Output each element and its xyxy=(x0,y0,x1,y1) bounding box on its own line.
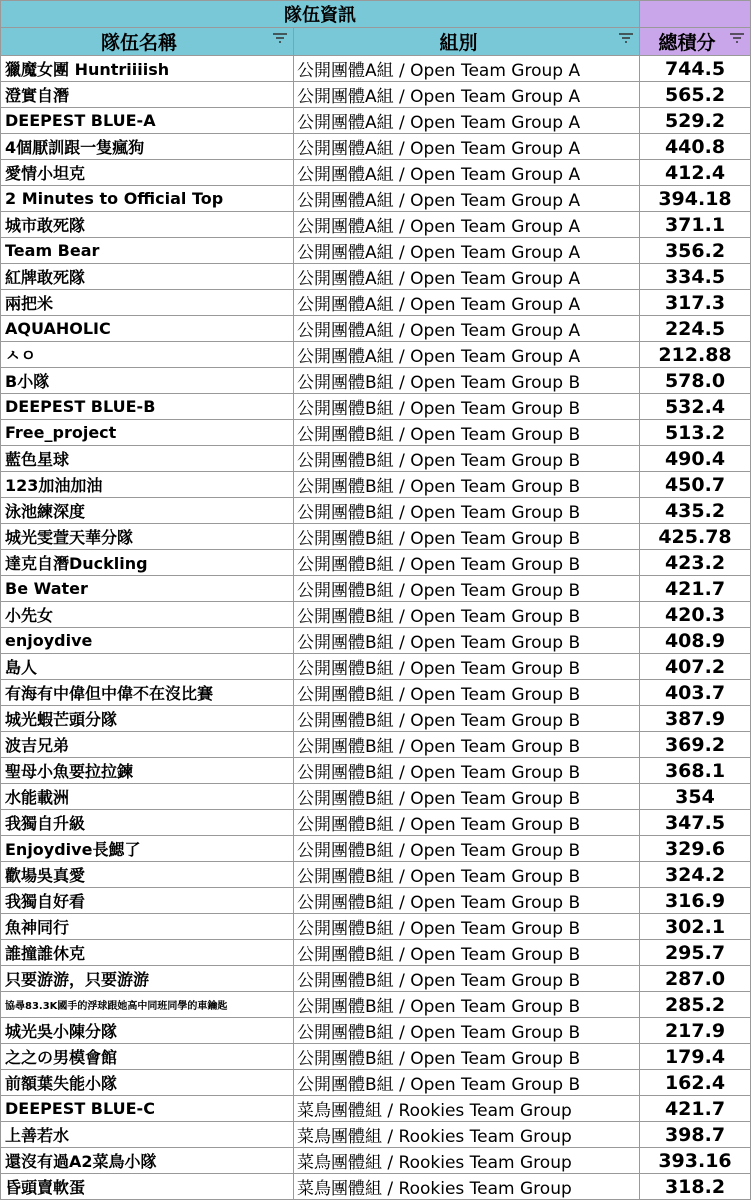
table-row xyxy=(1,1148,751,1174)
total-score-cell[interactable]: 421.7 xyxy=(640,1096,751,1122)
team-name-cell[interactable]: 達克自潛Duckling xyxy=(1,550,294,576)
table-row xyxy=(1,810,751,836)
total-score-cell[interactable]: 565.2 xyxy=(640,82,751,108)
total-score-cell[interactable]: 403.7 xyxy=(640,680,751,706)
total-score-cell[interactable]: 354 xyxy=(640,784,751,810)
group-cell[interactable]: 公開團體B組 / Open Team Group B xyxy=(294,368,640,394)
group-header-label: 組別 xyxy=(439,32,478,54)
group-cell[interactable]: 菜鳥團體組 / Rookies Team Group xyxy=(294,1122,640,1148)
group-cell[interactable]: 公開團體A組 / Open Team Group A xyxy=(294,56,640,82)
total-score-cell[interactable]: 513.2 xyxy=(640,420,751,446)
total-score-cell[interactable]: 329.6 xyxy=(640,836,751,862)
team-name-cell[interactable]: 城光吳小陳分隊 xyxy=(1,1018,294,1044)
group-cell[interactable]: 菜鳥團體組 / Rookies Team Group xyxy=(294,1174,640,1200)
team-name-cell[interactable]: 123加油加油 xyxy=(1,472,294,498)
group-cell[interactable]: 公開團體A組 / Open Team Group A xyxy=(294,264,640,290)
table-row xyxy=(1,940,751,966)
total-score-cell[interactable]: 316.9 xyxy=(640,888,751,914)
group-cell[interactable]: 公開團體B組 / Open Team Group B xyxy=(294,992,640,1018)
group-cell[interactable]: 公開團體B組 / Open Team Group B xyxy=(294,498,640,524)
team-name-cell[interactable]: 水能載洲 xyxy=(1,784,294,810)
total-score-cell[interactable]: 287.0 xyxy=(640,966,751,992)
total-score-header-label: 總積分 xyxy=(658,32,716,54)
team-name-cell[interactable]: Be Water xyxy=(1,576,294,602)
group-cell[interactable]: 公開團體B組 / Open Team Group B xyxy=(294,550,640,576)
table-row xyxy=(1,1070,751,1096)
team-name-cell[interactable]: 兩把米 xyxy=(1,290,294,316)
table-row xyxy=(1,862,751,888)
team-name-cell[interactable]: 澄實自潛 xyxy=(1,82,294,108)
table-row xyxy=(1,160,751,186)
team-name-cell[interactable]: 城市敢死隊 xyxy=(1,212,294,238)
team-name-cell[interactable]: 我獨自升級 xyxy=(1,810,294,836)
total-score-cell[interactable]: 440.8 xyxy=(640,134,751,160)
group-cell[interactable]: 公開團體B組 / Open Team Group B xyxy=(294,836,640,862)
team-name-cell[interactable]: 獵魔女團 Huntriiiish xyxy=(1,56,294,82)
team-name-cell[interactable]: Team Bear xyxy=(1,238,294,264)
group-cell[interactable]: 公開團體B組 / Open Team Group B xyxy=(294,1070,640,1096)
group-cell[interactable]: 公開團體B組 / Open Team Group B xyxy=(294,628,640,654)
team-name-cell[interactable]: enjoydive xyxy=(1,628,294,654)
team-name-cell[interactable]: Enjoydive長鰓了 xyxy=(1,836,294,862)
total-score-cell[interactable]: 393.16 xyxy=(640,1148,751,1174)
team-name-cell[interactable]: 協尋83.3K國手的浮球跟她高中同班同學的車鑰匙 xyxy=(1,992,294,1018)
team-name-cell[interactable]: 城光蝦芒頭分隊 xyxy=(1,706,294,732)
group-cell[interactable]: 公開團體B組 / Open Team Group B xyxy=(294,446,640,472)
group-cell[interactable]: 公開團體A組 / Open Team Group A xyxy=(294,186,640,212)
table-row xyxy=(1,966,751,992)
total-score-cell[interactable]: 408.9 xyxy=(640,628,751,654)
total-score-header[interactable] xyxy=(640,28,751,56)
total-score-cell[interactable]: 295.7 xyxy=(640,940,751,966)
total-score-cell[interactable]: 217.9 xyxy=(640,1018,751,1044)
group-cell[interactable]: 公開團體B組 / Open Team Group B xyxy=(294,680,640,706)
table-row xyxy=(1,602,751,628)
total-score-cell[interactable]: 334.5 xyxy=(640,264,751,290)
table-row xyxy=(1,56,751,82)
group-cell[interactable]: 公開團體B組 / Open Team Group B xyxy=(294,1044,640,1070)
table-row xyxy=(1,1122,751,1148)
table-row xyxy=(1,1174,751,1200)
total-score-cell[interactable]: 162.4 xyxy=(640,1070,751,1096)
total-score-cell[interactable]: 421.7 xyxy=(640,576,751,602)
total-score-cell[interactable]: 490.4 xyxy=(640,446,751,472)
group-cell[interactable]: 公開團體A組 / Open Team Group A xyxy=(294,238,640,264)
group-cell[interactable]: 公開團體B組 / Open Team Group B xyxy=(294,888,640,914)
table-row xyxy=(1,732,751,758)
total-score-cell[interactable]: 420.3 xyxy=(640,602,751,628)
group-cell[interactable]: 公開團體A組 / Open Team Group A xyxy=(294,160,640,186)
table-row xyxy=(1,446,751,472)
group-cell[interactable]: 公開團體B組 / Open Team Group B xyxy=(294,576,640,602)
group-cell[interactable]: 公開團體B組 / Open Team Group B xyxy=(294,914,640,940)
group-cell[interactable]: 公開團體A組 / Open Team Group A xyxy=(294,342,640,368)
group-cell[interactable]: 公開團體B組 / Open Team Group B xyxy=(294,732,640,758)
table-row xyxy=(1,420,751,446)
total-score-cell[interactable]: 285.2 xyxy=(640,992,751,1018)
table-row xyxy=(1,758,751,784)
header-row xyxy=(1,28,751,56)
table-row xyxy=(1,680,751,706)
group-cell[interactable]: 公開團體A組 / Open Team Group A xyxy=(294,212,640,238)
total-score-cell[interactable]: 407.2 xyxy=(640,654,751,680)
table-row xyxy=(1,576,751,602)
table-row xyxy=(1,238,751,264)
team-name-cell[interactable]: 2 Minutes to Official Top xyxy=(1,186,294,212)
group-cell[interactable]: 公開團體A組 / Open Team Group A xyxy=(294,316,640,342)
table-row xyxy=(1,498,751,524)
team-name-cell[interactable]: 紅牌敢死隊 xyxy=(1,264,294,290)
table-row xyxy=(1,1018,751,1044)
team-name-cell[interactable]: 誰撞誰休克 xyxy=(1,940,294,966)
group-cell[interactable]: 公開團體B組 / Open Team Group B xyxy=(294,654,640,680)
table-row xyxy=(1,1096,751,1122)
total-score-cell[interactable]: 578.0 xyxy=(640,368,751,394)
group-cell[interactable]: 菜鳥團體組 / Rookies Team Group xyxy=(294,1096,640,1122)
team-name-cell[interactable]: 小先女 xyxy=(1,602,294,628)
table-row xyxy=(1,290,751,316)
total-score-cell[interactable]: 398.7 xyxy=(640,1122,751,1148)
group-cell[interactable]: 公開團體B組 / Open Team Group B xyxy=(294,940,640,966)
total-score-cell[interactable]: 369.2 xyxy=(640,732,751,758)
group-cell[interactable]: 公開團體B組 / Open Team Group B xyxy=(294,472,640,498)
table-row xyxy=(1,784,751,810)
team-name-header-label: 隊伍名稱 xyxy=(100,32,177,54)
total-score-cell[interactable]: 318.2 xyxy=(640,1174,751,1200)
team-name-cell[interactable]: DEEPEST BLUE-B xyxy=(1,394,294,420)
total-score-cell[interactable]: 179.4 xyxy=(640,1044,751,1070)
team-name-header[interactable] xyxy=(1,28,294,56)
team-name-cell[interactable]: 島人 xyxy=(1,654,294,680)
total-score-cell[interactable]: 423.2 xyxy=(640,550,751,576)
group-cell[interactable]: 菜鳥團體組 / Rookies Team Group xyxy=(294,1148,640,1174)
group-cell[interactable]: 公開團體A組 / Open Team Group A xyxy=(294,108,640,134)
group-cell[interactable]: 公開團體B組 / Open Team Group B xyxy=(294,602,640,628)
filter-icon[interactable] xyxy=(273,33,287,45)
filter-icon[interactable] xyxy=(619,33,633,45)
table-row xyxy=(1,368,751,394)
team-name-cell[interactable]: AQUAHOLIC xyxy=(1,316,294,342)
team-name-cell[interactable]: B小隊 xyxy=(1,368,294,394)
total-score-cell[interactable]: 317.3 xyxy=(640,290,751,316)
table-row xyxy=(1,108,751,134)
table-row xyxy=(1,394,751,420)
score-header-top-cell[interactable] xyxy=(640,1,751,28)
table-row xyxy=(1,186,751,212)
team-name-cell[interactable]: 前額葉失能小隊 xyxy=(1,1070,294,1096)
total-score-cell[interactable]: 212.88 xyxy=(640,342,751,368)
table-row xyxy=(1,134,751,160)
total-score-cell[interactable]: 425.78 xyxy=(640,524,751,550)
team-name-cell[interactable]: 藍色星球 xyxy=(1,446,294,472)
group-cell[interactable]: 公開團體A組 / Open Team Group A xyxy=(294,82,640,108)
total-score-cell[interactable]: 371.1 xyxy=(640,212,751,238)
table-row xyxy=(1,706,751,732)
total-score-cell[interactable]: 224.5 xyxy=(640,316,751,342)
table-row xyxy=(1,836,751,862)
team-name-cell[interactable]: 歡場吳真愛 xyxy=(1,862,294,888)
team-name-cell[interactable]: 昏頭賣軟蛋 xyxy=(1,1174,294,1200)
total-score-cell[interactable]: 450.7 xyxy=(640,472,751,498)
total-score-cell[interactable]: 532.4 xyxy=(640,394,751,420)
section-title[interactable]: 隊伍資訊 xyxy=(1,1,640,28)
table-row xyxy=(1,342,751,368)
group-cell[interactable]: 公開團體B組 / Open Team Group B xyxy=(294,862,640,888)
team-name-cell[interactable]: DEEPEST BLUE-A xyxy=(1,108,294,134)
group-cell[interactable]: 公開團體B組 / Open Team Group B xyxy=(294,810,640,836)
team-name-cell[interactable]: DEEPEST BLUE-C xyxy=(1,1096,294,1122)
total-score-cell[interactable]: 435.2 xyxy=(640,498,751,524)
team-name-cell[interactable]: 4個厭訓跟一隻瘋狗 xyxy=(1,134,294,160)
table-row xyxy=(1,316,751,342)
team-name-cell[interactable]: 只要游游，只要游游 xyxy=(1,966,294,992)
table-row xyxy=(1,550,751,576)
total-score-cell[interactable]: 387.9 xyxy=(640,706,751,732)
table-row xyxy=(1,472,751,498)
total-score-cell[interactable]: 412.4 xyxy=(640,160,751,186)
team-name-cell[interactable]: 有海有中偉但中偉不在沒比賽 xyxy=(1,680,294,706)
group-cell[interactable]: 公開團體B組 / Open Team Group B xyxy=(294,1018,640,1044)
table-row xyxy=(1,212,751,238)
table-row xyxy=(1,264,751,290)
total-score-cell[interactable]: 324.2 xyxy=(640,862,751,888)
team-name-cell[interactable]: Free_project xyxy=(1,420,294,446)
table-row xyxy=(1,524,751,550)
team-name-cell[interactable]: 泳池練深度 xyxy=(1,498,294,524)
group-cell[interactable]: 公開團體B組 / Open Team Group B xyxy=(294,758,640,784)
team-name-cell[interactable]: 波吉兄弟 xyxy=(1,732,294,758)
total-score-cell[interactable]: 394.18 xyxy=(640,186,751,212)
group-cell[interactable]: 公開團體B組 / Open Team Group B xyxy=(294,706,640,732)
group-header[interactable] xyxy=(294,28,640,56)
team-name-cell[interactable]: ㅅㅇ xyxy=(1,342,294,368)
team-name-cell[interactable]: 城光雯萱天華分隊 xyxy=(1,524,294,550)
table-row xyxy=(1,1044,751,1070)
group-cell[interactable]: 公開團體B組 / Open Team Group B xyxy=(294,394,640,420)
team-name-cell[interactable]: 魚神同行 xyxy=(1,914,294,940)
group-cell[interactable]: 公開團體B組 / Open Team Group B xyxy=(294,524,640,550)
team-name-cell[interactable]: 聖母小魚要拉拉鍊 xyxy=(1,758,294,784)
total-score-cell[interactable]: 347.5 xyxy=(640,810,751,836)
total-score-cell[interactable]: 744.5 xyxy=(640,56,751,82)
group-cell[interactable]: 公開團體B組 / Open Team Group B xyxy=(294,420,640,446)
table-row xyxy=(1,654,751,680)
team-name-cell[interactable]: 之之の男模會館 xyxy=(1,1044,294,1070)
table-row xyxy=(1,888,751,914)
total-score-cell[interactable]: 529.2 xyxy=(640,108,751,134)
group-cell[interactable]: 公開團體A組 / Open Team Group A xyxy=(294,134,640,160)
group-cell[interactable]: 公開團體B組 / Open Team Group B xyxy=(294,966,640,992)
section-title-row xyxy=(1,1,751,28)
team-name-cell[interactable]: 我獨自好看 xyxy=(1,888,294,914)
total-score-cell[interactable]: 302.1 xyxy=(640,914,751,940)
table-row xyxy=(1,628,751,654)
total-score-cell[interactable]: 356.2 xyxy=(640,238,751,264)
table-row xyxy=(1,992,751,1018)
group-cell[interactable]: 公開團體A組 / Open Team Group A xyxy=(294,290,640,316)
table-row xyxy=(1,82,751,108)
filter-icon[interactable] xyxy=(730,33,744,45)
group-cell[interactable]: 公開團體B組 / Open Team Group B xyxy=(294,784,640,810)
team-name-cell[interactable]: 上善若水 xyxy=(1,1122,294,1148)
total-score-cell[interactable]: 368.1 xyxy=(640,758,751,784)
team-name-cell[interactable]: 愛情小坦克 xyxy=(1,160,294,186)
team-name-cell[interactable]: 還沒有過A2菜鳥小隊 xyxy=(1,1148,294,1174)
table-row xyxy=(1,914,751,940)
